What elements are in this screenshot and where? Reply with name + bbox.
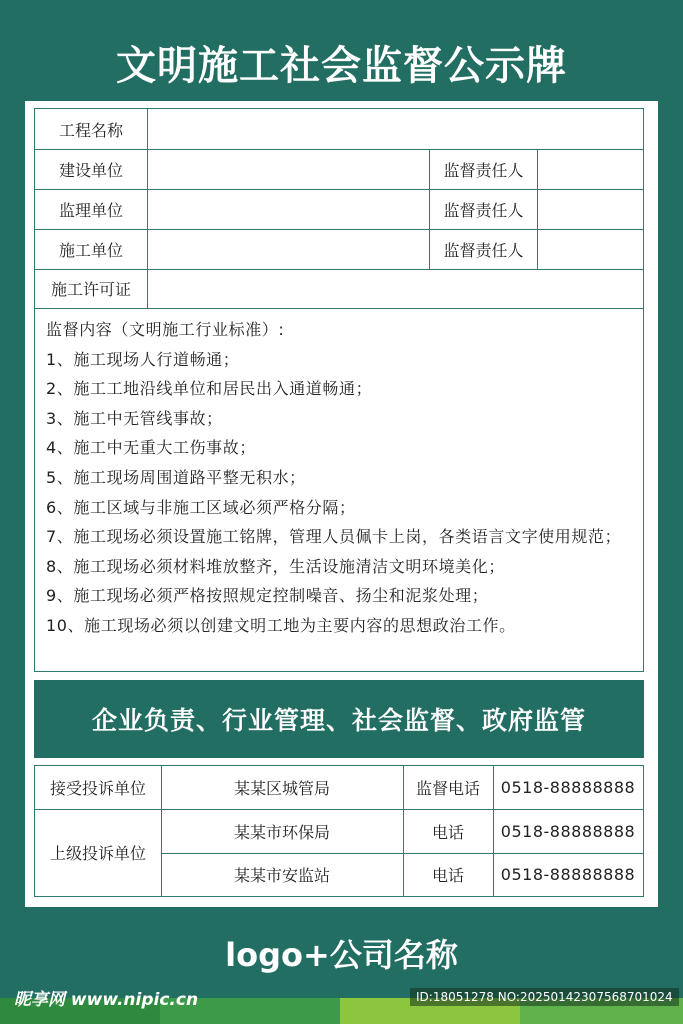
phone-label: 监督电话 [415, 779, 480, 798]
phone-label: 电话 [431, 822, 464, 842]
supervisor-responsible-label: 监督责任人 [429, 189, 537, 229]
upper-unit-label: 上级投诉单位 [49, 844, 146, 863]
builder-responsible-label: 监督责任人 [429, 149, 537, 189]
content-item: 1、施工现场人行道畅通； [46, 349, 240, 369]
slogan-banner: 企业负责、行业管理、社会监督、政府监管 [34, 680, 644, 758]
permit-label: 施工许可证 [50, 280, 131, 299]
permit-row [35, 269, 643, 309]
builder-responsible-value [537, 149, 643, 189]
sign-title: 文明施工社会监督公示牌 [116, 43, 567, 89]
contractor-value [147, 229, 429, 269]
complaint-unit: 某某区城管局 [233, 779, 330, 798]
supervisor-value [147, 189, 429, 229]
content-item: 2、施工工地沿线单位和居民出入通道畅通； [46, 379, 373, 399]
contractor-row [35, 229, 643, 270]
supervisor-row [35, 189, 643, 230]
content-item: 7、施工现场必须设置施工铭牌，管理人员佩卡上岗，各类语言文字使用规范； [46, 527, 622, 547]
content-item: 4、施工中无重大工伤事故； [46, 438, 256, 458]
content-item: 10、施工现场必须以创建文明工地为主要内容的思想政治工作。 [46, 615, 516, 635]
contractor-responsible-value [537, 229, 643, 269]
project-name-label: 工程名称 [58, 120, 123, 140]
phone-number: 0518-88888888 [500, 778, 636, 797]
company-name: logo+公司名称 [225, 936, 458, 974]
complaint-unit: 某某市安监站 [233, 866, 330, 885]
contractor-label: 施工单位 [58, 240, 123, 260]
content-item: 5、施工现场周围道路平整无积水； [46, 467, 306, 487]
complaint-table [34, 765, 644, 897]
builder-row [35, 149, 643, 190]
content-item: 8、施工现场必须材料堆放整齐，生活设施清洁文明环境美化； [46, 556, 505, 576]
content-item: 6、施工区域与非施工区域必须严格分隔； [46, 497, 356, 517]
content-item: 9、施工现场必须严格按照规定控制噪音、扬尘和泥浆处理； [46, 586, 489, 606]
complaint-unit: 某某市环保局 [233, 822, 330, 842]
phone-number: 0518-88888888 [500, 865, 636, 884]
builder-label: 建设单位 [58, 160, 123, 180]
builder-value [147, 149, 429, 189]
phone-number: 0518-88888888 [500, 821, 636, 841]
permit-value [147, 269, 643, 308]
project-name-value [147, 109, 643, 149]
supervisor-responsible-value [537, 189, 643, 229]
watermark-site: 昵享网 www.nipic.cn [14, 990, 199, 1010]
supervision-content [46, 315, 636, 641]
watermark-id: ID:18051278 NO:20250142307568701024 [410, 988, 679, 1006]
project-info-table [34, 108, 644, 672]
content-heading: 监督内容（文明施工行业标准）: [46, 320, 285, 339]
supervisor-label: 监理单位 [58, 200, 123, 220]
content-item: 3、施工中无管线事故； [46, 408, 223, 428]
contractor-responsible-label: 监督责任人 [429, 229, 537, 269]
project-name-row [35, 109, 643, 150]
accept-unit-label: 接受投诉单位 [49, 779, 146, 798]
phone-label: 电话 [431, 866, 464, 885]
